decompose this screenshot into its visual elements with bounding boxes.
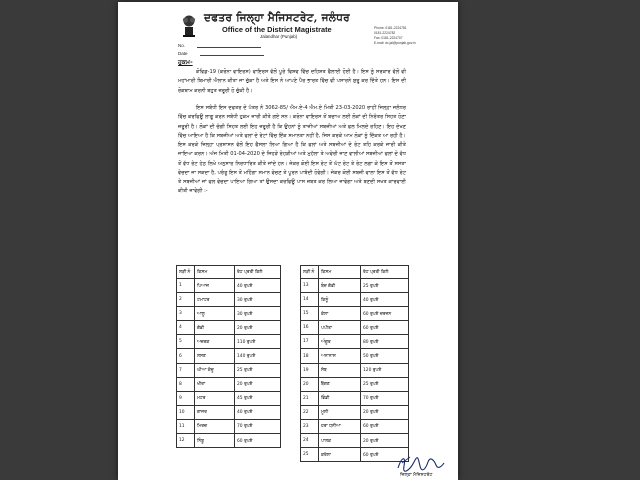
order-paragraph-2: ਇਸ ਸਬੰਧੀ ਇਸ ਦਫਤਰ ਦੇ ਪੱਤਰ ਨੰ 3062-85/ ਐਮ.ਏ-4 ਐਮ.ਏ ਮਿਤੀ 23-03-2020 ਰਾਹੀਂ ਜਿਲ੍ਹਾ ਜਲੰਧਰ ਵਿੱਚ ਕਰਫਿਊ ਲਾਗੂ ਕਰਨ ਸਬੰਧੀ ਹੁਕਮ ਜਾਰੀ ਕੀਤੇ ਗਏ ਸਨ। ਕਰੋਨਾ ਵਾਇਰਸ ਤੋਂ ਬਚਾਅ ਲਈ ਲੋਕਾਂ ਦੀ ਨਿਰੰਤਰ ਸਿਹਤ ਹੋਣਾ ਜ਼ਰੂਰੀ ਹੈ। ਲੋਕਾਂ ਦੀ ਚੰਗੀ ਸਿਹਤ ਲਈ ਇਹ ਜ਼ਰੂਰੀ ਹੈ ਕਿ ਉਹਨਾਂ ਨੂੰ ਤਾਜ਼ੀਆਂ ਸਬਜ਼ੀਆਂ ਅਤੇ ਫਲ ਮਿਲਦੇ ਰਹਿਣ। ਇਹ ਦੇਖਣ ਵਿੱਚ ਆਇਆ ਹੈ ਕਿ ਸਬਜ਼ੀਆਂ ਅਤੇ ਫਲਾਂ ਦੇ ਰੇਟਾਂ ਵਿੱਚ ਇੱਕ ਸਮਾਨਤਾ ਨਹੀਂ ਹੈ, ਜਿਸ ਕਰਕੇ ਆਮ ਲੋਕਾਂ ਨੂੰ ਦਿੱਕਤ ਆ ਰਹੀ ਹੈ। ਇਸ ਕਰਕੇ ਜਿਲ੍ਹਾ ਪ੍ਰਸ਼ਾਸਨ ਵੱਲੋਂ ਇਹ ਫੈਸਲਾ ਲਿਆ ਗਿਆ ਹੈ ਕਿ ਫਲਾਂ ਅਤੇ ਸਬਜ਼ੀਆਂ ਦੇ ਰੇਟ ਤਹਿ ਕਰਕੇ ਜਾਰੀ ਕੀਤੇ ਜਾਇਆ ਕਰਨ। ਅੱਜ ਮਿਤੀ 01-04-2020 ਦੇ ਜਿਹੜੇ ਰੇਹੜੀਆਂ ਅਤੇ ਮੁਹੱਲਾ ਤੇ ਅਵੇਰੀ ਜਾਣ ਵਾਲੀਆਂ ਸਬਜ਼ੀਆਂ ਫਲਾਂ ਦੇ ਵੱਧ ਤੋਂ ਵੱਧ ਰੇਟ ਹੇਠ ਲਿਖੇ ਅਨੁਸਾਰ ਨਿਰਧਾਰਿਤ ਕੀਤੇ ਜਾਂਦੇ ਹਨ। ਜੇਕਰ ਕੋਈ ਇਸ ਰੇਟ ਤੋਂ ਘੱਟ ਰੇਟ ਤੇ ਰੇਟ ਲਗਾ ਕੇ ਇਸ ਤੋਂ ਸਸਤਾ ਵੇਚਦਾ ਜਾ ਸਕਦਾ ਹੈ, ਪਰੰਤੂ ਇਸ ਤੋਂ ਮਹਿੰਗਾ ਸਮਾਨ ਵੇਚਣ ਤੇ ਪੂਰਨ ਪਾਬੰਦੀ ਹੋਵੇਗੀ। ਜੇਕਰ ਕੋਈ ਸਬਜ਼ੀ ਵਾਲਾ ਇਸ ਤੋਂ ਵੱਧ ਰੇਟ ਤੇ ਸਬਜ਼ੀਆਂ ਜਾਂ ਫਲ ਵੇਚਦਾ ਪਾਇਆ ਗਿਆ ਤਾਂ ਉਸਦਾ ਕਰਫਿਊ ਪਾਸ ਜ਼ਬਤ ਕਰ ਲਿਆ ਜਾਵੇਗਾ ਅਤੇ ਬਣਦੀ ਸਖਤ ਕਾਰਵਾਈ ਕੀਤੀ ਜਾਵੇਗੀ :- xyxy=(178,105,406,195)
serial-cell: 21 xyxy=(301,391,319,405)
contact-line: 0181-2224782 xyxy=(374,31,396,35)
rate-cell: 60 ਰੁਪਏ ਦਰਜਨ xyxy=(361,307,409,321)
table-header-row xyxy=(301,266,409,279)
item-cell: ਅਦਰਕ xyxy=(195,335,235,349)
item-cell: ਕੇਲਾ xyxy=(319,307,361,321)
serial-cell: 12 xyxy=(177,434,195,448)
rate-cell: 30 ਰੁਪਏ xyxy=(235,293,281,307)
table-row xyxy=(177,279,281,293)
item-cell: ਮਟਰ xyxy=(195,391,235,405)
serial-cell: 22 xyxy=(301,405,319,419)
table-row xyxy=(177,293,281,307)
item-cell: ਮਿਰਚ xyxy=(195,419,235,433)
office-city: Jalandhar (Punjab) xyxy=(260,34,298,39)
table-row xyxy=(177,335,281,349)
item-cell: ਗੋਭੀ xyxy=(195,321,235,335)
table-row xyxy=(301,307,409,321)
item-cell: ਖੀਰਾ xyxy=(195,377,235,391)
header-rate: ਰੇਟ ਪ੍ਰਤੀ ਕਿਲੋ xyxy=(235,266,281,279)
table-row xyxy=(177,405,281,419)
serial-cell: 10 xyxy=(177,405,195,419)
table-row xyxy=(301,434,409,448)
table-row xyxy=(177,377,281,391)
table-row xyxy=(301,279,409,293)
item-cell: ਪਾਲਕ xyxy=(319,434,361,448)
rate-cell: 60 ਰੁਪਏ xyxy=(361,448,409,462)
table-row xyxy=(177,363,281,377)
rate-cell: 120 ਰੁਪਏ xyxy=(361,363,409,377)
rate-cell: 60 ਰੁਪਏ xyxy=(235,434,281,448)
rates-table-right xyxy=(300,265,409,462)
header-serial: ਲੜੀ ਨੰ xyxy=(177,266,195,279)
serial-cell: 9 xyxy=(177,391,195,405)
reference-number-blank xyxy=(197,42,261,48)
rate-cell: 60 ਰੁਪਏ xyxy=(361,419,409,433)
contact-line: Phone: 0181-2224781 xyxy=(374,26,407,30)
rates-table-left xyxy=(176,265,281,448)
table-row xyxy=(177,307,281,321)
item-cell: ਟਮਾਟਰ xyxy=(195,293,235,307)
header-rate: ਰੇਟ ਪ੍ਰਤੀ ਕਿਲੋ xyxy=(361,266,409,279)
serial-cell: 6 xyxy=(177,349,195,363)
contact-line: Fax: 0181-2224707 xyxy=(374,36,403,40)
item-cell: ਸੇਬ xyxy=(319,363,361,377)
table-row xyxy=(301,335,409,349)
serial-cell: 15 xyxy=(301,307,319,321)
serial-cell: 25 xyxy=(301,448,319,462)
item-cell: ਘੀਆ ਕੱਦੂ xyxy=(195,363,235,377)
reference-number-label: No. xyxy=(178,43,186,48)
serial-cell: 23 xyxy=(301,419,319,433)
table-row xyxy=(177,349,281,363)
rate-cell: 70 ਰੁਪਏ xyxy=(361,391,409,405)
signature-label: ਜਿਲ੍ਹਾ ਮੈਜਿਸਟਰੇਟ xyxy=(400,473,433,478)
item-cell: ਆਲੂ xyxy=(195,307,235,321)
table-row xyxy=(301,349,409,363)
table-row xyxy=(301,377,409,391)
signature-image xyxy=(396,454,446,472)
serial-cell: 3 xyxy=(177,307,195,321)
order-heading: ਹੁਕਮ- xyxy=(178,59,193,66)
rate-cell: 25 ਰੁਪਏ xyxy=(361,279,409,293)
reference-date-line xyxy=(178,50,264,56)
table-row xyxy=(301,419,409,433)
item-cell: ਹਰਾ ਧਨੀਆ xyxy=(319,419,361,433)
rate-cell: 40 ਰੁਪਏ xyxy=(235,405,281,419)
item-cell: ਭਿੰਡੀ xyxy=(319,391,361,405)
item-cell: ਲਸਣ xyxy=(195,349,235,363)
table-row xyxy=(301,448,409,462)
item-cell: ਨਿੰਬੂ xyxy=(195,434,235,448)
rate-cell: 50 ਰੁਪਏ xyxy=(361,349,409,363)
rate-cell: 40 ਰੁਪਏ xyxy=(235,279,281,293)
rate-cell: 20 ਰੁਪਏ xyxy=(361,405,409,419)
item-cell: ਅਨਾਨਾਸ xyxy=(319,349,361,363)
rate-cell: 25 ਰੁਪਏ xyxy=(361,377,409,391)
serial-cell: 17 xyxy=(301,335,319,349)
serial-cell: 13 xyxy=(301,279,319,293)
item-cell: ਮੂਲੀ xyxy=(319,405,361,419)
serial-cell: 1 xyxy=(177,279,195,293)
state-emblem-icon xyxy=(180,12,198,38)
header-item: ਕਿਸਮ xyxy=(195,266,235,279)
table-row xyxy=(301,293,409,307)
office-title-punjabi: ਦਫਤਰ ਜਿਲ੍ਹਾ ਮੈਜਿਸਟਰੇਟ, ਜਲੰਧਰ xyxy=(204,12,350,24)
serial-cell: 19 xyxy=(301,363,319,377)
header-item: ਕਿਸਮ xyxy=(319,266,361,279)
table-row xyxy=(177,419,281,433)
office-title-english: Office of the District Magistrate xyxy=(222,25,332,34)
rate-cell: 110 ਰੁਪਏ xyxy=(235,335,281,349)
item-cell: ਬੰਦ ਗੋਭੀ xyxy=(319,279,361,293)
header-serial: ਲੜੀ ਨੰ xyxy=(301,266,319,279)
table-row xyxy=(301,321,409,335)
rate-cell: 45 ਰੁਪਏ xyxy=(235,391,281,405)
table-row xyxy=(301,363,409,377)
serial-cell: 14 xyxy=(301,293,319,307)
table-row xyxy=(177,391,281,405)
table-row xyxy=(177,434,281,448)
serial-cell: 16 xyxy=(301,321,319,335)
item-cell: ਪਿਆਜ਼ xyxy=(195,279,235,293)
serial-cell: 20 xyxy=(301,377,319,391)
item-cell: ਗਾਜਰ xyxy=(195,405,235,419)
reference-date-label: Date xyxy=(178,51,188,56)
item-cell: ਪਪੀਤਾ xyxy=(319,321,361,335)
table-row xyxy=(301,405,409,419)
document-page xyxy=(118,2,458,480)
contact-line: E-mail: dc.jal@punjab.gov.in xyxy=(374,41,416,45)
item-cell: ਅੰਗੂਰ xyxy=(319,335,361,349)
rate-cell: 40 ਰੁਪਏ xyxy=(361,293,409,307)
rate-cell: 20 ਰੁਪਏ xyxy=(235,377,281,391)
serial-cell: 5 xyxy=(177,335,195,349)
serial-cell: 2 xyxy=(177,293,195,307)
reference-date-blank xyxy=(200,50,264,56)
item-cell: ਕਰੇਲਾ xyxy=(319,448,361,462)
rate-cell: 20 ਰੁਪਏ xyxy=(235,321,281,335)
serial-cell: 4 xyxy=(177,321,195,335)
serial-cell: 7 xyxy=(177,363,195,377)
table-row xyxy=(301,391,409,405)
item-cell: ਕਿਨੂੰ xyxy=(319,293,361,307)
rate-cell: 25 ਰੁਪਏ xyxy=(235,363,281,377)
rate-cell: 80 ਰੁਪਏ xyxy=(361,335,409,349)
contact-block xyxy=(374,26,416,46)
serial-cell: 8 xyxy=(177,377,195,391)
rate-cell: 30 ਰੁਪਏ xyxy=(235,307,281,321)
item-cell: ਬੈਂਗਣ xyxy=(319,377,361,391)
table-header-row xyxy=(177,266,281,279)
order-paragraph-1: ਕੋਵਿਡ-19 (ਕਰੋਨਾ ਵਾਇਰਸ) ਵਾਇਰਸ ਵੱਲੋਂ ਪੂਰੇ ਵਿਸ਼ਵ ਵਿੱਚ ਦਹਿਸ਼ਤ ਫੈਲਾਈ ਹੋਈ ਹੈ। ਇਸ ਨੂੰ ਸਰਕਾਰ ਵੱਲੋਂ ਵੀ ਮਹਾਂਮਾਰੀ ਬਿਮਾਰੀ ਐਲਾਨ ਕੀਤਾ ਜਾ ਚੁੱਕਾ ਹੈ ਅਤੇ ਇਸ ਨੇ ਆਪਣੇ ਪੈਰ ਭਾਰਤ ਵਿੱਚ ਵੀ ਪਸਾਰਨੇ ਸ਼ੁਰੂ ਕਰ ਦਿੱਤੇ ਹਨ। ਇਸ ਦੀ ਰੋਕਥਾਮ ਕਰਨੀ ਬਹੁਤ ਜ਼ਰੂਰੀ ਹੋ ਚੁੱਕੀ ਹੈ। xyxy=(178,69,406,94)
table-row xyxy=(177,321,281,335)
rate-cell: 60 ਰੁਪਏ xyxy=(361,321,409,335)
serial-cell: 11 xyxy=(177,419,195,433)
reference-number-line xyxy=(178,42,261,48)
rate-cell: 140 ਰੁਪਏ xyxy=(235,349,281,363)
rate-cell: 70 ਰੁਪਏ xyxy=(235,419,281,433)
serial-cell: 18 xyxy=(301,349,319,363)
rate-cell: 20 ਰੁਪਏ xyxy=(361,434,409,448)
serial-cell: 24 xyxy=(301,434,319,448)
